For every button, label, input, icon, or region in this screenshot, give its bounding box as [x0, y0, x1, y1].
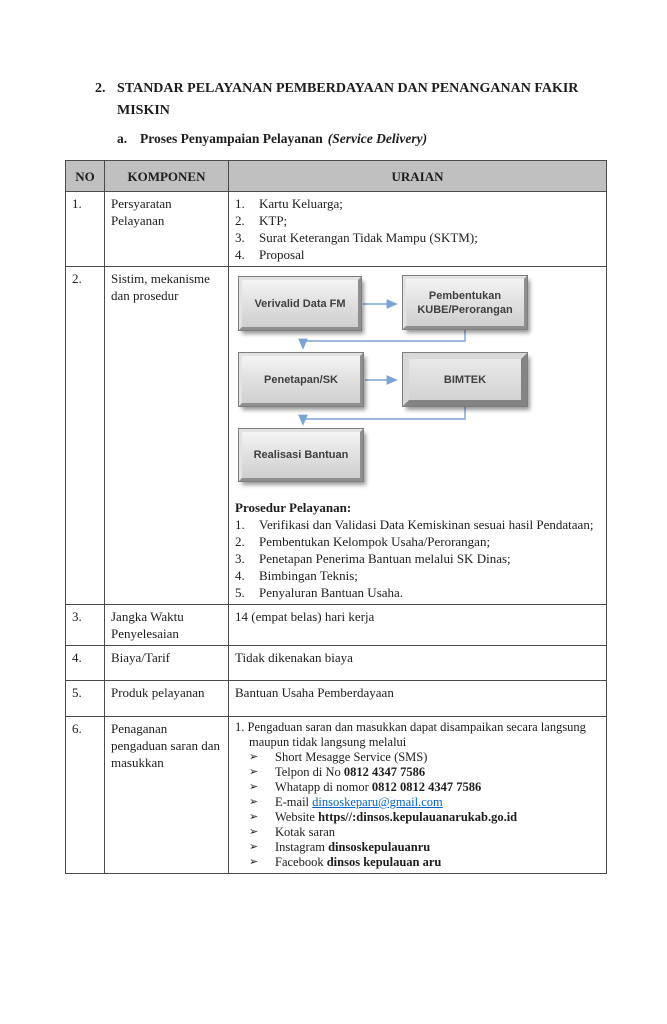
channel-text: Telpon di No 0812 4347 7586 [275, 765, 426, 779]
arrow-bullet-icon: ➢ [249, 781, 259, 793]
subsection-heading [117, 131, 427, 147]
channel-text: Short Mesagge Service (SMS) [275, 750, 428, 764]
list-item: 3. Penetapan Penerima Bantuan melalui SK Dinas; [235, 551, 511, 566]
row-number: 6. [66, 717, 105, 874]
table-row-produk [66, 681, 607, 717]
col-header-komponen: KOMPONEN [105, 161, 229, 192]
channel-value: 0812 4347 7586 [343, 765, 426, 779]
flowchart-box-penetapan-sk: Penetapan/SK [239, 353, 363, 406]
list-item: 5. Penyaluran Bantuan Usaha. [235, 585, 404, 600]
channel-value: https//:dinsos.kepulauanarukab.go.id [318, 810, 518, 824]
uraian-cell [229, 717, 607, 874]
uraian-cell: Bantuan Usaha Pemberdayaan [229, 681, 607, 717]
channel-text: Instagram dinsoskepulauanru [275, 840, 431, 854]
service-standard-table [65, 160, 607, 874]
subsection-title-italic: (Service Delivery) [327, 131, 428, 146]
list-item: 3. Surat Keterangan Tidak Mampu (SKTM); [235, 230, 478, 245]
section-number: 2. [95, 81, 106, 96]
channel-text: Kotak saran [275, 825, 336, 839]
section-title [117, 78, 578, 122]
table-header-row [66, 161, 607, 192]
uraian-cell: 14 (empat belas) hari kerja [229, 605, 607, 646]
flowchart-box-pembentukan-kube: Pembentukan KUBE/Perorangan [403, 276, 527, 329]
col-header-uraian: URAIAN [229, 161, 607, 192]
arrow-bullet-icon: ➢ [249, 826, 259, 838]
table-row-biaya [66, 646, 607, 681]
row-number: 1. [66, 192, 105, 267]
flowchart-box-bimtek: BIMTEK [403, 353, 527, 406]
list-item: 2. KTP; [235, 213, 288, 228]
complaint-intro: 1. Pengaduan saran dan masukkan dapat disampaikan secara langsung maupun tidak langsung melalui [235, 720, 586, 749]
uraian-cell: Tidak dikenakan biaya [229, 646, 607, 681]
flowchart-box-verivalid-data-fm: Verivalid Data FM [239, 277, 361, 330]
channel-item [249, 825, 600, 840]
email-link[interactable]: dinsoskeparu@gmail.com [312, 795, 443, 809]
uraian-cell [229, 267, 607, 605]
prosedur-list [235, 516, 600, 601]
channel-item [249, 795, 600, 810]
row-number: 2. [66, 267, 105, 605]
arrow-bimtek-to-realisasi [303, 407, 465, 423]
table-row-pengaduan [66, 717, 607, 874]
row-number: 4. [66, 646, 105, 681]
complaint-content [235, 720, 600, 870]
arrow-bullet-icon: ➢ [249, 841, 259, 853]
table-row-jangka-waktu [66, 605, 607, 646]
channel-value: dinsoskepulauanru [328, 840, 431, 854]
list-item: 4. Proposal [235, 247, 305, 262]
arrow-bullet-icon: ➢ [249, 796, 259, 808]
list-item: 4. Bimbingan Teknis; [235, 568, 358, 583]
arrow-pembentukan-to-penetapan [303, 330, 465, 347]
channel-item [249, 810, 600, 825]
channel-text: Facebook dinsos kepulauan aru [275, 855, 442, 869]
table-row-prosedur [66, 267, 607, 605]
komponen-cell: Produk pelayanan [105, 681, 229, 717]
requirements-list [235, 195, 600, 263]
prosedur-heading: Prosedur Pelayanan: [235, 500, 352, 515]
col-header-no: NO [66, 161, 105, 192]
channel-list [249, 750, 600, 870]
komponen-cell: Biaya/Tarif [105, 646, 229, 681]
channel-value: 0812 0812 4347 7586 [371, 780, 482, 794]
channel-item [249, 750, 600, 765]
section-title-line1: STANDAR PELAYANAN PEMBERDAYAAN DAN PENANGANAN FAKIR [117, 81, 579, 96]
section-title-line2: MISKIN [117, 103, 170, 118]
list-item: 1. Kartu Keluarga; [235, 196, 343, 211]
arrow-bullet-icon: ➢ [249, 766, 259, 778]
subsection-letter: a. [117, 131, 128, 146]
channel-value: dinsos kepulauan aru [326, 855, 442, 869]
komponen-cell: Sistim, mekanisme dan prosedur [105, 267, 229, 605]
row-number: 3. [66, 605, 105, 646]
arrow-bullet-icon: ➢ [249, 811, 259, 823]
komponen-cell: Jangka Waktu Penyelesaian [105, 605, 229, 646]
arrow-bullet-icon: ➢ [249, 856, 259, 868]
table-row-persyaratan [66, 192, 607, 267]
uraian-cell [229, 192, 607, 267]
flowchart [235, 272, 545, 490]
channel-text: Whatapp di nomor 0812 0812 4347 7586 [275, 780, 482, 794]
channel-item [249, 855, 600, 870]
channel-item [249, 840, 600, 855]
arrow-bullet-icon: ➢ [249, 751, 259, 763]
section-heading [95, 78, 578, 122]
channel-item [249, 780, 600, 795]
list-item: 2. Pembentukan Kelompok Usaha/Perorangan; [235, 534, 491, 549]
list-item: 1. Verifikasi dan Validasi Data Kemiskinan sesuai hasil Pendataan; [235, 517, 594, 532]
channel-text: Website https//:dinsos.kepulauanarukab.go.id [275, 810, 518, 824]
komponen-cell: Penaganan pengaduan saran dan masukkan [105, 717, 229, 874]
flowchart-box-realisasi-bantuan: Realisasi Bantuan [239, 429, 363, 481]
row-number: 5. [66, 681, 105, 717]
komponen-cell: Persyaratan Pelayanan [105, 192, 229, 267]
channel-text: E-mail dinsoskeparu@gmail.com [275, 795, 443, 809]
channel-item [249, 765, 600, 780]
subsection-title: Proses Penyampaian Pelayanan (Service Delivery) [140, 131, 428, 146]
